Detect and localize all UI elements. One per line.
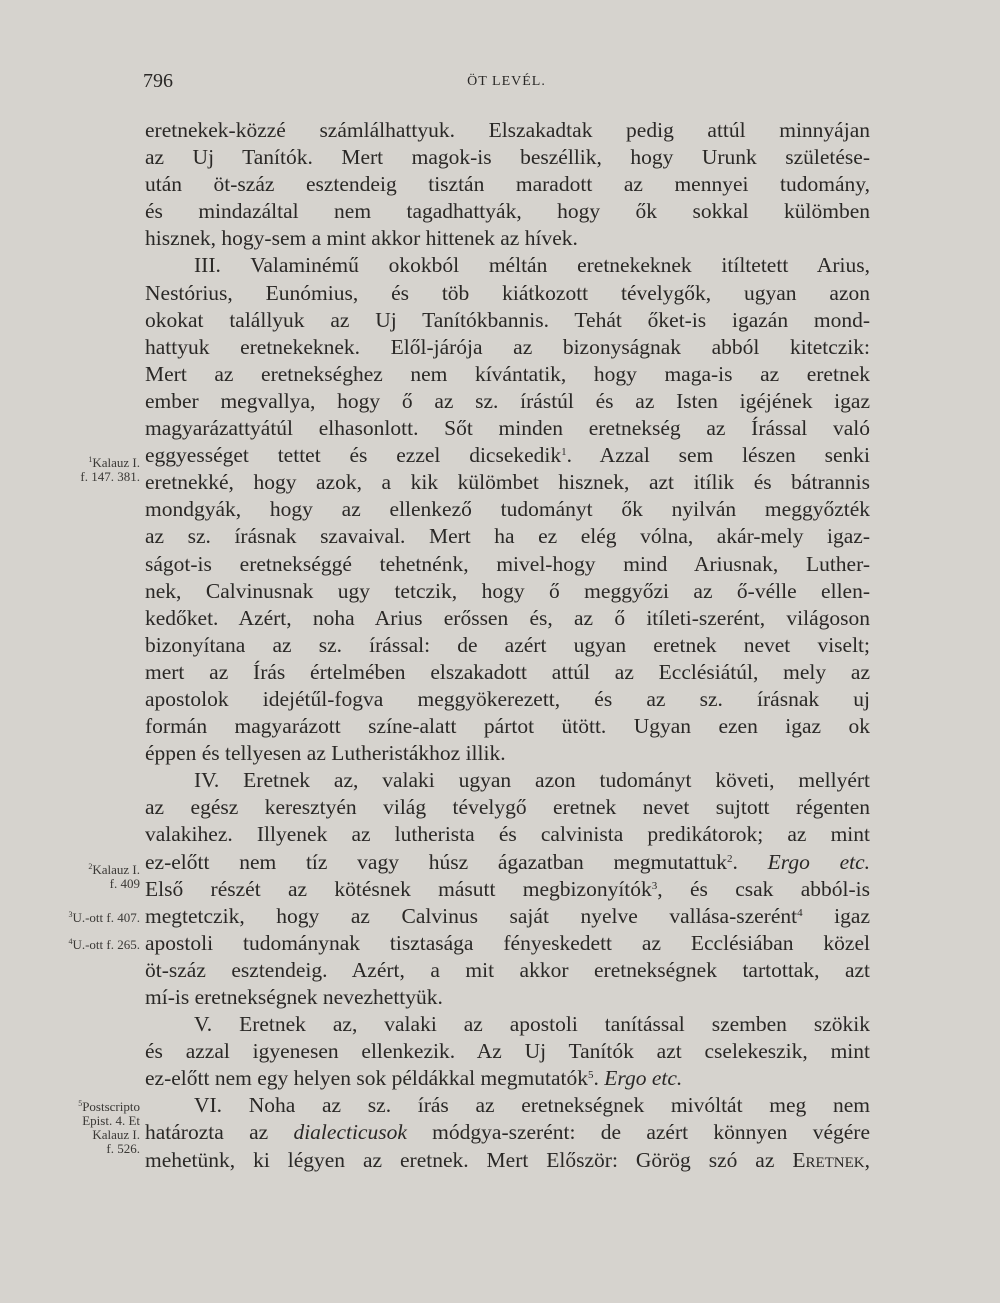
- margin-note-text: U.-ott f. 407.: [72, 910, 140, 925]
- text-line: [145, 117, 870, 144]
- margin-note-line: [30, 1114, 140, 1128]
- text-line: [145, 605, 870, 632]
- text-segment: .: [732, 849, 768, 874]
- text-line: [145, 551, 870, 578]
- text-line: [145, 686, 870, 713]
- text-segment: formán magyarázott színe-alatt pártot ütött. Ugyan ezen igaz ok: [145, 714, 870, 739]
- text-segment: határozta az: [145, 1120, 294, 1145]
- text-line: [145, 1065, 870, 1092]
- text-line: [145, 821, 870, 848]
- text-segment: éppen és tellyesen az Lutheristákhoz illik.: [145, 741, 506, 766]
- text-line: [145, 876, 870, 903]
- text-segment: és mindazáltal nem tagadhattyák, hogy ők sokkal külömben: [145, 199, 870, 224]
- text-line: [145, 523, 870, 550]
- margin-note-line: [30, 1100, 140, 1114]
- footnote-ref: 4: [797, 906, 803, 919]
- text-line: [145, 1119, 870, 1146]
- text-line: [145, 225, 870, 252]
- margin-note-text: U.-ott f. 265.: [72, 937, 140, 952]
- margin-note-text: Postscripto: [82, 1099, 140, 1114]
- italic-text: dialecticusok: [293, 1120, 407, 1145]
- text-segment: apostolok idejétűl-fogva meggyökerezett, és az sz. írásnak uj: [145, 686, 870, 711]
- text-line: [145, 361, 870, 388]
- text-segment: ez-előtt nem tíz vagy húsz ágazatban megmutattuk: [145, 849, 727, 874]
- text-segment: hattyuk eretnekeknek. Elől-járója az bizonyságnak abból kitetczik:: [145, 334, 870, 359]
- text-segment: magyarázattyátúl elhasonlott. Sőt minden eretnekség az Írással való: [145, 416, 870, 441]
- text-segment: VI. Noha az sz. írás az eretnekségnek mivóltát meg nem: [194, 1093, 870, 1118]
- text-segment: Mert az eretnekséghez nem kívántatik, hogy maga-is az eretnek: [145, 361, 870, 386]
- text-line: [145, 740, 870, 767]
- margin-note-4: [30, 938, 140, 952]
- text-line: [145, 334, 870, 361]
- text-line: [145, 957, 870, 984]
- margin-note-number: 4: [68, 937, 73, 946]
- text-line: [145, 171, 870, 198]
- text-segment: ember megvallya, hogy ő az sz. írástúl és az Isten igéjének igaz: [145, 388, 870, 413]
- margin-note-line: [30, 877, 140, 891]
- margin-note-text: f. 409: [109, 876, 140, 891]
- text-segment: kedőket. Azért, noha Arius erőssen és, az ő itíleti-szerént, világoson: [145, 605, 870, 630]
- text-line: [145, 767, 870, 794]
- text-segment: az egész keresztyén világ tévelygő eretnek nevet sujtott régenten: [145, 795, 870, 820]
- text-line: [145, 1092, 870, 1119]
- margin-note-text: Epist. 4. Et: [82, 1113, 140, 1128]
- margin-note-text: f. 526.: [106, 1141, 140, 1156]
- margin-note-1: [30, 456, 140, 484]
- margin-note-text: f. 147. 381.: [80, 469, 140, 484]
- text-segment: eretnekek-közzé számlálhattyuk. Elszakadtak pedig attúl minnyájan: [145, 118, 870, 142]
- text-segment: az Uj Tanítók. Mert magok-is beszéllik, hogy Urunk születése-: [145, 145, 870, 170]
- text-segment: igaz: [802, 903, 870, 928]
- text-segment: Első részét az kötésnek másutt megbizonyítók: [145, 876, 652, 901]
- margin-note-3: [30, 911, 140, 925]
- text-segment: bizonyítana az sz. írással: de azért ugyan eretnek nevet viselt;: [145, 632, 870, 657]
- footnote-ref: 3: [651, 879, 658, 892]
- text-segment: az sz. írásnak szavaival. Mert ha ez elég vólna, akár-mely igaz-: [145, 524, 870, 549]
- text-segment: hisznek, hogy-sem a mint akkor hittenek az hívek.: [145, 226, 578, 251]
- text-segment: mehetünk, ki légyen az eretnek. Mert Először: Görög szó az: [145, 1147, 793, 1172]
- text-line: [145, 794, 870, 821]
- text-segment: okokat talállyuk az Uj Tanítókbannis. Tehát őket-is igazán mond-: [145, 307, 870, 332]
- text-segment: eretnekké, hogy azok, a kik külömbet hisznek, azt itílik és bátrannis: [145, 470, 870, 495]
- text-line: [145, 849, 870, 876]
- text-line: [145, 144, 870, 171]
- text-segment: IV. Eretnek az, valaki ugyan azon tudományt követi, mellyért: [194, 768, 870, 793]
- text-line: [145, 415, 870, 442]
- text-segment: ,: [864, 1147, 870, 1172]
- footnote-ref: 2: [727, 852, 733, 865]
- text-line: [145, 578, 870, 605]
- text-segment: apostoli tudománynak tisztasága fényeskedett az Ecclésiában közel: [145, 930, 870, 955]
- text-line: [145, 252, 870, 279]
- margin-note-line: [30, 456, 140, 470]
- text-segment: .: [593, 1066, 605, 1091]
- margin-note-line: [30, 1142, 140, 1156]
- text-segment: . Azzal sem lészen senki: [566, 443, 870, 468]
- running-head: ÖT LEVÉL.: [467, 74, 546, 89]
- text-line: [145, 496, 870, 523]
- text-segment: ez-előtt nem egy helyen sok példákkal megmutatók: [145, 1066, 588, 1091]
- text-segment: mondgyák, hogy az ellenkező tudományt ők nyilván meggyőzték: [145, 497, 870, 522]
- margin-note-number: 3: [68, 910, 73, 919]
- text-segment: nek, Calvinusnak ugy tetczik, hogy ő meggyőzi az ő-vélle ellen-: [145, 578, 870, 603]
- text-segment: öt-száz esztendeig. Azért, a mit akkor eretnekségnek tartottak, azt: [145, 957, 870, 982]
- text-line: [145, 659, 870, 686]
- text-segment: Nestórius, Eunómius, és töb kiátkozott tévelygők, ugyan azon: [145, 280, 870, 305]
- italic-text: Ergo etc.: [604, 1066, 683, 1091]
- footnote-ref: 5: [588, 1069, 594, 1082]
- margin-note-line: [30, 1128, 140, 1142]
- margin-note-line: [30, 863, 140, 877]
- margin-note-number: 2: [88, 862, 93, 871]
- body-text: [145, 117, 870, 1174]
- text-line: [145, 1147, 870, 1174]
- margin-note-text: Kalauz I.: [92, 1127, 140, 1142]
- text-segment: eggyességet tettet és ezzel dicsekedik: [145, 443, 562, 468]
- text-segment: ságot-is eretnekséggé tehetnénk, mivel-hogy mind Ariusnak, Luther-: [145, 551, 870, 576]
- margin-note-text: Kalauz I.: [92, 455, 140, 470]
- margin-note-number: 1: [88, 455, 93, 464]
- footnote-ref: 1: [561, 446, 567, 459]
- text-line: [145, 388, 870, 415]
- margin-note-5: [30, 1100, 140, 1156]
- text-line: [145, 198, 870, 225]
- margin-note-line: [30, 938, 140, 952]
- page-number: 796: [143, 70, 173, 92]
- text-line: [145, 1038, 870, 1065]
- margin-note-line: [30, 470, 140, 484]
- text-segment: mí-is eretnekségnek nevezhettyük.: [145, 985, 443, 1009]
- margin-note-2: [30, 863, 140, 891]
- margin-note-line: [30, 911, 140, 925]
- text-line: [145, 713, 870, 740]
- text-segment: valakihez. Illyenek az lutherista és calvinista predikátorok; az mint: [145, 822, 870, 847]
- margin-note-number: 5: [78, 1099, 83, 1108]
- text-segment: , és csak abból-is: [657, 876, 870, 901]
- text-line: [145, 984, 870, 1011]
- italic-text: Ergo etc.: [767, 849, 871, 874]
- text-segment: III. Valaminémű okokból méltán eretnekeknek itíltetett Arius,: [194, 253, 870, 278]
- text-line: [145, 442, 870, 469]
- text-segment: mert az Írás értelmében elszakadott attúl az Ecclésiátúl, mely az: [145, 659, 870, 684]
- text-line: [145, 903, 870, 930]
- text-line: [145, 632, 870, 659]
- margin-note-text: Kalauz I.: [92, 862, 140, 877]
- text-line: [145, 469, 870, 496]
- text-line: [145, 307, 870, 334]
- text-segment: módgya-szerént: de azért könnyen végére: [406, 1120, 870, 1145]
- text-segment: és azzal igyenesen ellenkezik. Az Uj Tanítók azt cselekeszik, mint: [145, 1039, 870, 1064]
- text-segment: V. Eretnek az, valaki az apostoli tanítással szemben szökik: [194, 1012, 870, 1037]
- text-segment: megtetczik, hogy az Calvinus saját nyelve vallása-szerént: [145, 903, 798, 928]
- page-header: [143, 70, 870, 98]
- smallcaps-text: Eretnek: [792, 1147, 865, 1172]
- text-line: [145, 1011, 870, 1038]
- text-line: [145, 280, 870, 307]
- text-line: [145, 930, 870, 957]
- text-segment: után öt-száz esztendeig tisztán maradott az mennyei tudomány,: [145, 172, 870, 197]
